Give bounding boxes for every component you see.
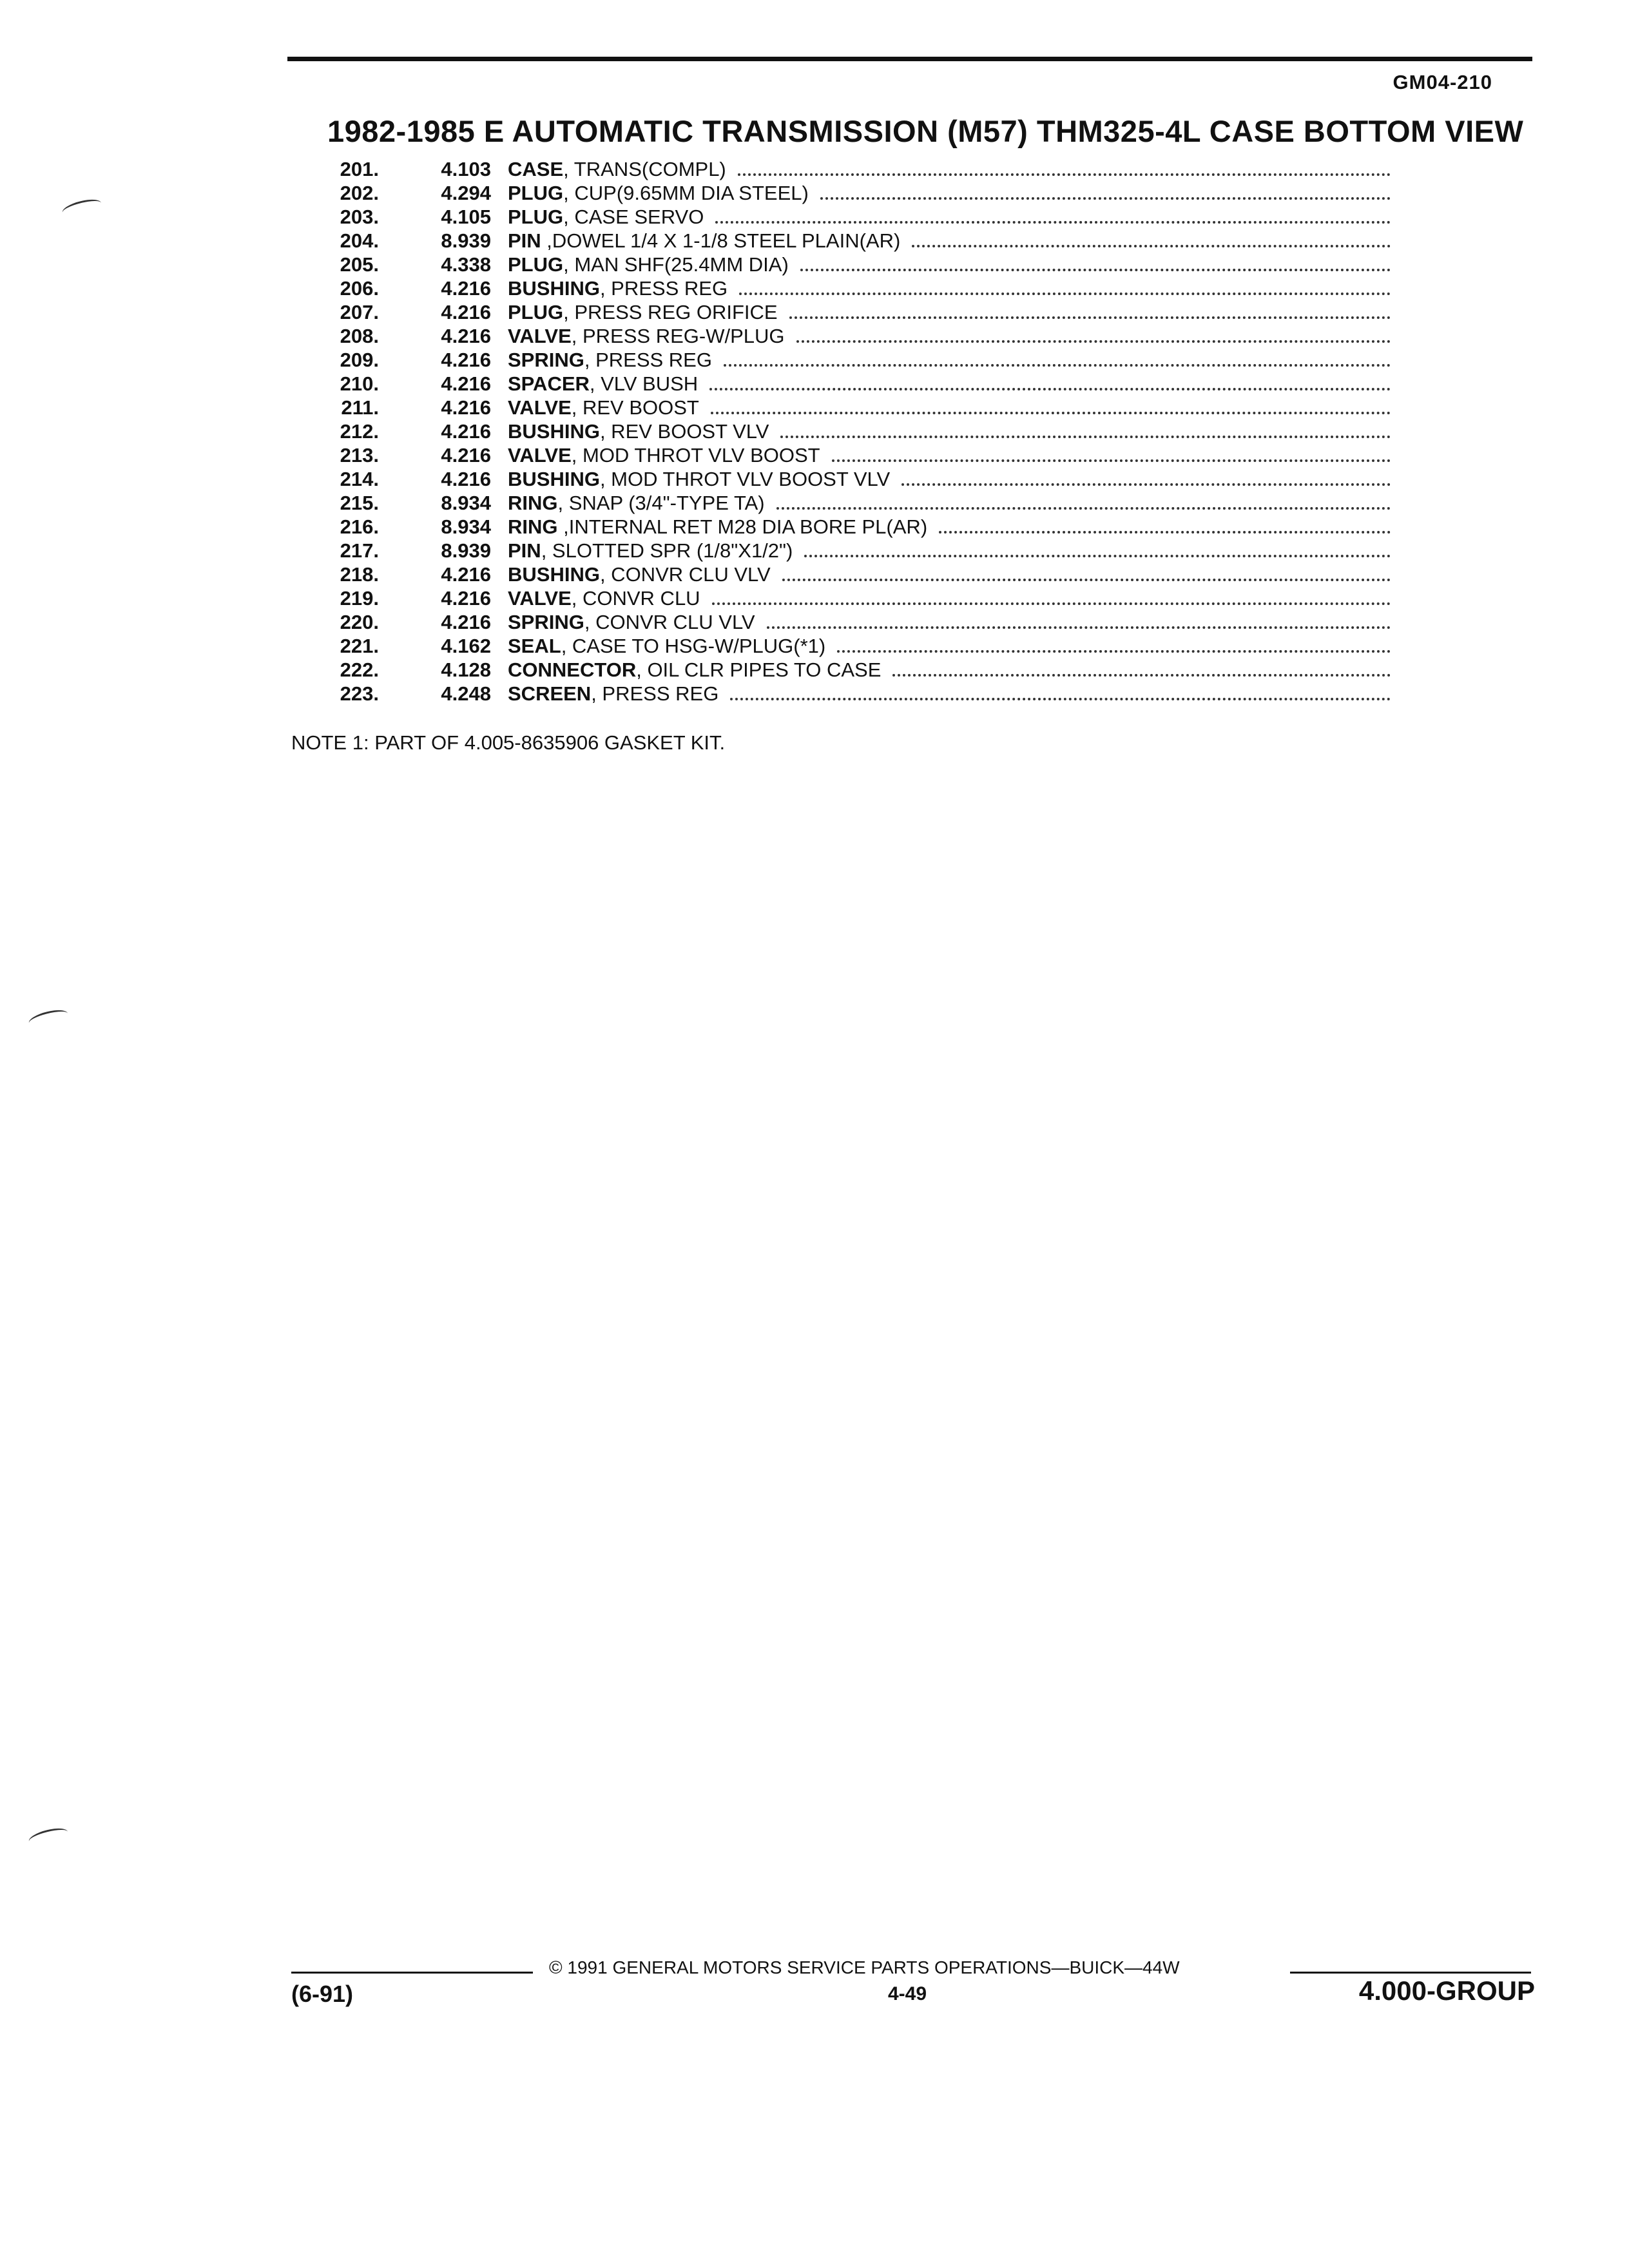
margin-mark — [27, 1007, 69, 1030]
dot-leader — [715, 221, 1391, 224]
part-row — [329, 610, 1391, 634]
part-ref-number: 214. — [340, 468, 379, 490]
part-ref-number: 206. — [340, 277, 379, 300]
part-name: BUSHING — [508, 563, 600, 586]
part-name: VALVE — [508, 396, 572, 419]
part-group-number: 8.939 — [441, 229, 491, 252]
dot-leader — [739, 293, 1391, 295]
part-name: PLUG — [508, 253, 564, 276]
footer-page-number: 4-49 — [888, 1983, 927, 2004]
part-name: BUSHING — [508, 468, 600, 490]
top-rule — [287, 57, 1532, 61]
part-name: CASE — [508, 158, 564, 180]
part-row — [329, 419, 1391, 443]
part-detail: ,INTERNAL RET M28 DIA BORE PL(AR) — [557, 515, 928, 538]
part-description — [508, 610, 1391, 634]
dot-leader — [789, 316, 1391, 319]
part-description — [508, 443, 1391, 467]
part-description — [508, 491, 1391, 515]
part-name: SPACER — [508, 372, 590, 395]
part-group-number: 4.105 — [441, 206, 491, 228]
part-group-number: 4.216 — [441, 301, 491, 323]
dot-leader — [892, 674, 1391, 677]
part-name: BUSHING — [508, 277, 600, 300]
part-name: CONNECTOR — [508, 658, 637, 681]
part-group-number: 8.934 — [441, 492, 491, 514]
dot-leader — [730, 698, 1391, 700]
part-detail: , MAN SHF(25.4MM DIA) — [563, 253, 789, 276]
dot-leader — [800, 269, 1391, 271]
part-name: SPRING — [508, 349, 584, 371]
part-row — [329, 396, 1391, 419]
dot-leader — [776, 507, 1391, 510]
part-ref-number: 203. — [340, 206, 379, 228]
part-detail: , CUP(9.65MM DIA STEEL) — [563, 182, 809, 204]
footer-rule-right — [1290, 1972, 1531, 1974]
part-row — [329, 276, 1391, 300]
part-name: VALVE — [508, 587, 572, 610]
part-row — [329, 658, 1391, 682]
part-name: VALVE — [508, 444, 572, 466]
part-row — [329, 324, 1391, 348]
dot-leader — [912, 245, 1391, 247]
part-ref-number: 220. — [340, 611, 379, 633]
part-detail: , REV BOOST VLV — [599, 420, 769, 443]
part-detail: , PRESS REG — [584, 349, 712, 371]
margin-mark — [61, 197, 102, 219]
part-row — [329, 634, 1391, 658]
part-row — [329, 372, 1391, 396]
part-description — [508, 586, 1391, 610]
part-name: PLUG — [508, 182, 564, 204]
part-description — [508, 253, 1391, 276]
footer-rule-left — [291, 1972, 533, 1974]
part-row — [329, 539, 1391, 562]
part-detail: , PRESS REG — [591, 682, 719, 705]
part-group-number: 4.216 — [441, 611, 491, 633]
part-detail: , SLOTTED SPR (1/8"X1/2") — [541, 539, 793, 562]
part-description — [508, 181, 1391, 205]
dot-leader — [738, 173, 1391, 176]
part-row — [329, 467, 1391, 491]
part-detail: , CASE TO HSG-W/PLUG(*1) — [561, 635, 826, 657]
part-description — [508, 539, 1391, 562]
part-description — [508, 229, 1391, 253]
part-name: SPRING — [508, 611, 584, 633]
part-row — [329, 443, 1391, 467]
part-detail: , REV BOOST — [571, 396, 699, 419]
part-ref-number: 208. — [340, 325, 379, 347]
part-group-number: 8.934 — [441, 515, 491, 538]
part-description — [508, 372, 1391, 396]
part-name: BUSHING — [508, 420, 600, 443]
part-description — [508, 562, 1391, 586]
part-name: PLUG — [508, 206, 564, 228]
part-detail: , PRESS REG ORIFICE — [563, 301, 778, 323]
part-row — [329, 181, 1391, 205]
dot-leader — [939, 531, 1391, 533]
part-description — [508, 205, 1391, 229]
dot-leader — [724, 364, 1391, 367]
part-row — [329, 682, 1391, 706]
part-group-number: 4.216 — [441, 396, 491, 419]
dot-leader — [796, 340, 1391, 343]
part-detail: , MOD THROT VLV BOOST — [571, 444, 820, 466]
part-name: PLUG — [508, 301, 564, 323]
part-description — [508, 157, 1391, 181]
part-row — [329, 348, 1391, 372]
part-group-number: 4.248 — [441, 682, 491, 705]
part-detail: , CASE SERVO — [563, 206, 704, 228]
part-detail: , SNAP (3/4"-TYPE TA) — [557, 492, 765, 514]
part-group-number: 4.216 — [441, 468, 491, 490]
part-name: PIN — [508, 539, 541, 562]
part-group-number: 4.162 — [441, 635, 491, 657]
part-ref-number: 213. — [340, 444, 379, 466]
part-row — [329, 491, 1391, 515]
part-detail: , CONVR CLU VLV — [584, 611, 755, 633]
part-group-number: 4.216 — [441, 277, 491, 300]
part-name: RING — [508, 515, 558, 538]
part-detail: ,DOWEL 1/4 X 1-1/8 STEEL PLAIN(AR) — [541, 229, 901, 252]
part-detail: , TRANS(COMPL) — [563, 158, 726, 180]
part-ref-number: 218. — [340, 563, 379, 586]
footnote: NOTE 1: PART OF 4.005-8635906 GASKET KIT. — [291, 731, 726, 754]
dot-leader — [901, 483, 1391, 486]
part-row — [329, 515, 1391, 539]
part-name: VALVE — [508, 325, 572, 347]
part-description — [508, 658, 1391, 682]
part-ref-number: 223. — [340, 682, 379, 705]
part-group-number: 4.338 — [441, 253, 491, 276]
part-ref-number: 202. — [340, 182, 379, 204]
part-description — [508, 634, 1391, 658]
document-code: GM04-210 — [1393, 71, 1492, 93]
part-group-number: 4.216 — [441, 444, 491, 466]
part-description — [508, 515, 1391, 539]
dot-leader — [709, 388, 1391, 390]
part-ref-number: 210. — [340, 372, 379, 395]
part-description — [508, 467, 1391, 491]
part-group-number: 8.939 — [441, 539, 491, 562]
dot-leader — [820, 197, 1391, 200]
part-ref-number: 216. — [340, 515, 379, 538]
part-detail: , VLV BUSH — [589, 372, 699, 395]
part-group-number: 4.216 — [441, 349, 491, 371]
part-row — [329, 229, 1391, 253]
footer-group: 4.000-GROUP — [1358, 1975, 1535, 2006]
part-description — [508, 419, 1391, 443]
part-description — [508, 300, 1391, 324]
dot-leader — [837, 650, 1391, 653]
dot-leader — [767, 626, 1391, 629]
part-name: RING — [508, 492, 558, 514]
part-name: PIN — [508, 229, 541, 252]
dot-leader — [804, 555, 1391, 557]
part-ref-number: 221. — [340, 635, 379, 657]
part-ref-number: 204. — [340, 229, 379, 252]
part-detail: , OIL CLR PIPES TO CASE — [636, 658, 882, 681]
part-ref-number: 217. — [340, 539, 379, 562]
part-group-number: 4.216 — [441, 587, 491, 610]
part-group-number: 4.103 — [441, 158, 491, 180]
part-name: SEAL — [508, 635, 561, 657]
part-group-number: 4.216 — [441, 420, 491, 443]
part-ref-number: 205. — [340, 253, 379, 276]
part-row — [329, 586, 1391, 610]
dot-leader — [782, 579, 1391, 581]
footer-copyright: © 1991 GENERAL MOTORS SERVICE PARTS OPERATIONS—BUICK—44W — [549, 1957, 1180, 1977]
dot-leader — [780, 436, 1391, 438]
part-row — [329, 253, 1391, 276]
part-description — [508, 682, 1391, 706]
part-row — [329, 157, 1391, 181]
part-ref-number: 207. — [340, 301, 379, 323]
part-ref-number: 211. — [341, 396, 379, 419]
part-detail: , CONVR CLU VLV — [599, 563, 771, 586]
part-row — [329, 300, 1391, 324]
part-row — [329, 205, 1391, 229]
part-description — [508, 324, 1391, 348]
part-description — [508, 276, 1391, 300]
part-group-number: 4.216 — [441, 372, 491, 395]
part-ref-number: 222. — [340, 658, 379, 681]
part-name: SCREEN — [508, 682, 592, 705]
part-group-number: 4.294 — [441, 182, 491, 204]
part-description — [508, 396, 1391, 419]
part-ref-number: 201. — [340, 158, 379, 180]
part-ref-number: 209. — [340, 349, 379, 371]
footer-date: (6-91) — [291, 1981, 354, 2007]
part-ref-number: 215. — [340, 492, 379, 514]
part-ref-number: 212. — [340, 420, 379, 443]
part-detail: , PRESS REG — [599, 277, 728, 300]
parts-list — [329, 157, 1391, 706]
part-group-number: 4.216 — [441, 325, 491, 347]
part-row — [329, 562, 1391, 586]
part-detail: , PRESS REG-W/PLUG — [571, 325, 785, 347]
part-ref-number: 219. — [340, 587, 379, 610]
part-detail: , MOD THROT VLV BOOST VLV — [599, 468, 891, 490]
part-description — [508, 348, 1391, 372]
margin-mark — [27, 1825, 69, 1848]
part-detail: , CONVR CLU — [571, 587, 700, 610]
part-group-number: 4.216 — [441, 563, 491, 586]
dot-leader — [711, 412, 1391, 414]
dot-leader — [832, 459, 1391, 462]
page-title: 1982-1985 E AUTOMATIC TRANSMISSION (M57) THM325-4L CASE BOTTOM VIEW — [327, 114, 1524, 148]
dot-leader — [712, 602, 1391, 605]
part-group-number: 4.128 — [441, 658, 491, 681]
